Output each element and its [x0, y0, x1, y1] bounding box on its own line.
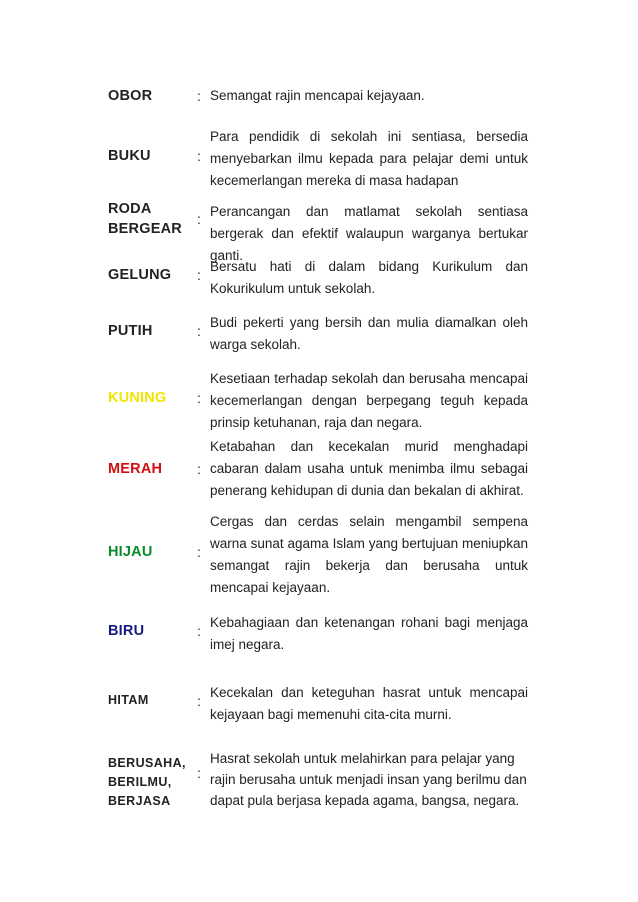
term-berjasa: BERJASA: [108, 794, 171, 808]
term-biru: BIRU: [108, 623, 145, 639]
desc-roda-bergear: Perancangan dan matlamat sekolah sentiasa bergerak dan efektif walaupun warganya bertukar ganti.: [210, 204, 528, 263]
term-gelung: GELUNG: [108, 267, 172, 283]
desc-motto-line-3: dapat pula berjasa kepada agama, bangsa, negara.: [210, 793, 520, 808]
term-bergear: BERGEAR: [108, 221, 182, 237]
desc-biru: Kebahagiaan dan ketenangan rohani bagi menjaga imej negara.: [210, 615, 528, 652]
colon: :: [197, 323, 201, 339]
term-hitam: HITAM: [108, 693, 149, 707]
colon: :: [197, 390, 201, 406]
colon: :: [197, 765, 201, 781]
desc-gelung: Bersatu hati di dalam bidang Kurikulum dan Kokurikulum untuk sekolah.: [210, 259, 528, 296]
colon: :: [197, 544, 201, 560]
colon: :: [197, 693, 201, 709]
colon: :: [197, 88, 201, 104]
term-berilmu: BERILMU,: [108, 775, 172, 789]
colon: :: [197, 623, 201, 639]
term-kuning: KUNING: [108, 390, 167, 406]
term-hijau: HIJAU: [108, 544, 153, 560]
desc-putih: Budi pekerti yang bersih dan mulia diamalkan oleh warga sekolah.: [210, 315, 528, 352]
desc-hijau: Cergas dan cerdas selain mengambil sempena warna sunat agama Islam yang bertujuan meniupkan semangat rajin bekerja dan berusaha untuk mencapai kejayaan.: [210, 514, 528, 595]
term-berusaha: BERUSAHA,: [108, 756, 186, 770]
term-roda: RODA: [108, 201, 152, 217]
term-buku: BUKU: [108, 148, 151, 164]
colon: :: [197, 211, 201, 227]
desc-hitam: Kecekalan dan keteguhan hasrat untuk mencapai kejayaan bagi memenuhi cita-cita murni.: [210, 685, 528, 722]
desc-obor: Semangat rajin mencapai kejayaan.: [210, 88, 425, 103]
colon: :: [197, 267, 201, 283]
desc-merah: Ketabahan dan kecekalan murid menghadapi cabaran dalam usaha untuk menimba ilmu sebagai penerang kehidupan di dunia dan bekalan di akhirat.: [210, 439, 528, 498]
term-obor: OBOR: [108, 88, 153, 104]
desc-motto-line-1: Hasrat sekolah untuk melahirkan para pelajar yang: [210, 751, 515, 766]
desc-buku: Para pendidik di sekolah ini sentiasa, bersedia menyebarkan ilmu kepada para pelajar demi untuk kecemerlangan mereka di masa hadapan: [210, 129, 528, 188]
term-putih: PUTIH: [108, 323, 153, 339]
colon: :: [197, 461, 201, 477]
desc-motto-line-2: rajin berusaha untuk menjadi insan yang berilmu dan: [210, 772, 527, 787]
colon: :: [197, 148, 201, 164]
desc-kuning: Kesetiaan terhadap sekolah dan berusaha mencapai kecemerlangan dengan berpegang teguh kepada prinsip ketuhanan, raja dan negara.: [210, 371, 528, 430]
term-merah: MERAH: [108, 461, 163, 477]
